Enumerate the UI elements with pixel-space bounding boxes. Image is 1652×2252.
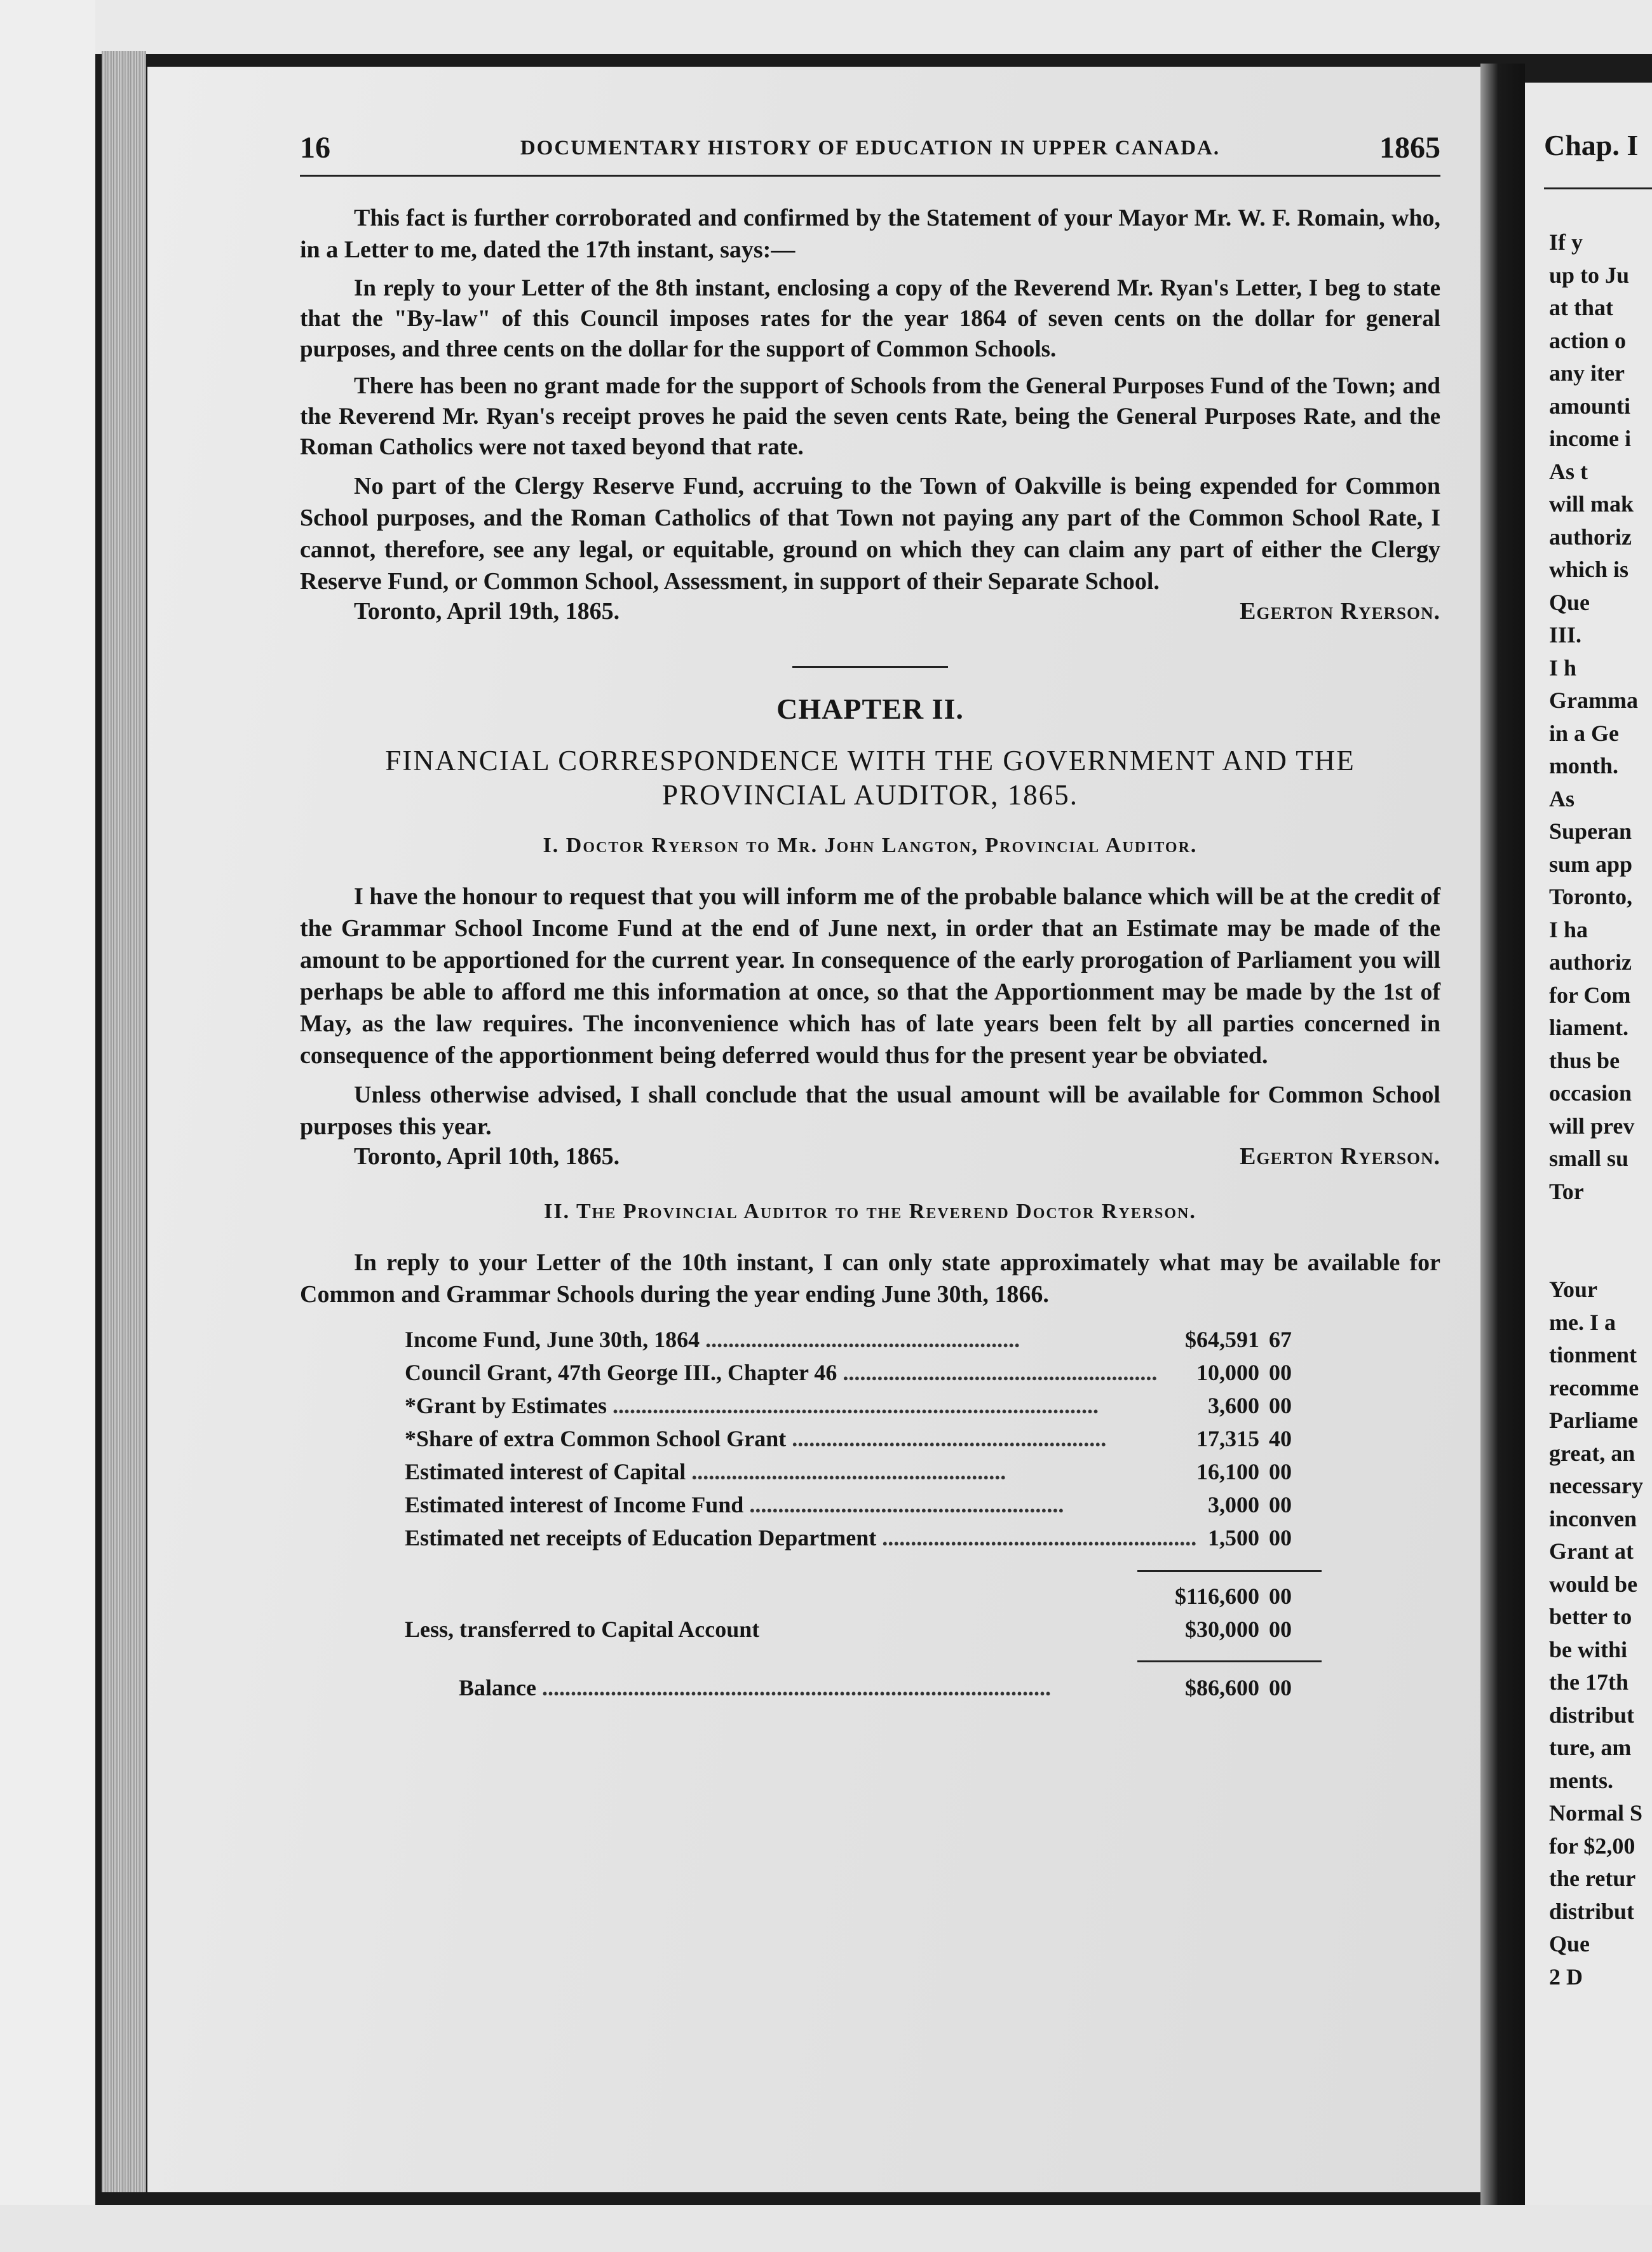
ledger-cents: 00 — [1269, 1459, 1292, 1484]
ledger-label: Estimated net receipts of Education Department — [405, 1525, 877, 1550]
section-1-paragraph-1: I have the honour to request that you will inform me of the probable balance which will be at the credit of the Grammar School Income Fund at the end of June next, in order that an Estimate may be made of the amount to be apportioned for the current year. In consequence of the early prorogation of Parliament you will perhaps be able to afford me this information at once, so that the Apportionment may be made by the 1st of May, as the law requires. The inconvenience which has of late years been felt by all parties concerned in consequence of the apportionment being deferred would thus for the present year be obviated. — [300, 883, 1440, 1069]
right-page-line: month. — [1549, 753, 1619, 778]
leader-dots: ....................................................... — [749, 1492, 1064, 1517]
balance-dollars: $86,600 — [1185, 1675, 1259, 1700]
right-page-line: liament. — [1549, 1015, 1628, 1040]
right-page-line: the 17th — [1549, 1669, 1628, 1695]
ledger-subtotal — [300, 1583, 1440, 1616]
right-page-line: will mak — [1549, 491, 1634, 517]
ledger-less — [300, 1616, 1440, 1649]
right-page-line: Tor — [1549, 1178, 1584, 1204]
right-page-line: me. I a — [1549, 1309, 1616, 1335]
ledger-row — [300, 1425, 1440, 1458]
ledger-dollars: 16,100 — [1196, 1459, 1259, 1484]
signature-place-date: Toronto, April 10th, 1865. — [354, 1143, 620, 1170]
leader-dots: ..................................................................................... — [613, 1393, 1099, 1418]
right-page-line: Parliame — [1549, 1408, 1638, 1433]
balance-cents: 00 — [1269, 1675, 1292, 1700]
right-page-line: Grant at — [1549, 1538, 1634, 1564]
ledger-cents: 00 — [1269, 1492, 1292, 1517]
signature-line-1 — [300, 597, 1440, 633]
right-page-line: I ha — [1549, 916, 1588, 942]
section-divider — [792, 666, 948, 668]
section-1-paragraph-2: Unless otherwise advised, I shall conclude that the usual amount will be available for Common School purposes this year. — [300, 1082, 1440, 1140]
ledger-row — [300, 1392, 1440, 1425]
right-head-rule — [1544, 187, 1652, 189]
ledger — [300, 1326, 1440, 1707]
ledger-label: Estimated interest of Income Fund — [405, 1492, 744, 1517]
ledger-row — [300, 1524, 1440, 1557]
right-page-line: better to — [1549, 1604, 1632, 1629]
page-edges — [102, 51, 146, 2192]
right-page-line: income i — [1549, 426, 1631, 451]
right-page-line: would be — [1549, 1571, 1638, 1597]
conclusion-paragraph: No part of the Clergy Reserve Fund, accruing to the Town of Oakville is being expended for Common School purposes, and the Roman Catholics of that Town not paying any part of the Common School Rate, I cannot, therefore, see any legal, or equitable, ground on which they can claim any part of either the Clergy Reserve Fund, or Common School, Assessment, in support of their Separate School. — [300, 473, 1440, 595]
ledger-row — [300, 1326, 1440, 1359]
ledger-balance — [300, 1674, 1440, 1707]
leader-dots: ....................................................... — [691, 1459, 1006, 1484]
balance-rule — [1137, 1660, 1322, 1662]
right-page-line: for Com — [1549, 982, 1631, 1008]
right-page-line: occasion — [1549, 1080, 1632, 1106]
rule-row — [300, 1649, 1440, 1674]
ledger-label: Council Grant, 47th George III., Chapter 46 — [405, 1360, 837, 1385]
right-page-line: sum app — [1549, 851, 1633, 877]
ledger-cents: 00 — [1269, 1393, 1292, 1418]
rule-row — [300, 1557, 1440, 1583]
right-page-line: amounti — [1549, 393, 1631, 419]
right-page-line: Que — [1549, 589, 1590, 615]
leader-dots: ....................................................... — [792, 1426, 1107, 1451]
section-1-heading: I. Doctor Ryerson to Mr. John Langton, Provincial Auditor. — [543, 834, 1198, 857]
less-label: Less, transferred to Capital Account — [405, 1617, 760, 1642]
right-page-line: inconven — [1549, 1505, 1637, 1531]
right-page-line: Superan — [1549, 818, 1632, 844]
ledger-row — [300, 1491, 1440, 1524]
ledger-row — [300, 1458, 1440, 1491]
right-page-line: up to Ju — [1549, 262, 1630, 288]
right-page-line: any iter — [1549, 360, 1625, 386]
signature-line-2 — [300, 1143, 1440, 1178]
ledger-dollars: 3,000 — [1208, 1492, 1259, 1517]
right-page-line: If y — [1549, 229, 1583, 255]
right-page-line: ments. — [1549, 1767, 1613, 1793]
right-page-line: great, an — [1549, 1440, 1635, 1466]
ledger-row — [300, 1359, 1440, 1392]
subtotal-dollars: $116,600 — [1174, 1584, 1259, 1609]
balance-label: Balance — [459, 1675, 536, 1700]
sum-rule — [1137, 1570, 1322, 1572]
right-page-line: As t — [1549, 458, 1588, 484]
right-page-line: As — [1549, 785, 1575, 811]
less-dollars: $30,000 — [1185, 1617, 1259, 1642]
right-running-head: Chap. I — [1544, 129, 1639, 161]
running-year: 1865 — [1379, 131, 1440, 165]
scan-margin-bottom — [0, 2205, 1652, 2252]
ledger-label: *Grant by Estimates — [405, 1393, 607, 1418]
right-page-line: be withi — [1549, 1636, 1628, 1662]
leader-dots: ....................................................... — [882, 1525, 1197, 1550]
ledger-dollars: 1,500 — [1208, 1525, 1259, 1550]
page-number: 16 — [300, 131, 330, 165]
right-page-line: tionment — [1549, 1342, 1637, 1367]
leader-dots: ....................................................... — [705, 1327, 1020, 1352]
left-page — [147, 67, 1480, 2192]
right-page-line: Gramma — [1549, 688, 1638, 713]
right-page-line: authoriz — [1549, 949, 1632, 975]
right-page-line: Normal S — [1549, 1800, 1642, 1826]
scan-margin-top — [0, 0, 1652, 54]
ledger-dollars: 10,000 — [1196, 1360, 1259, 1385]
ledger-cents: 00 — [1269, 1360, 1292, 1385]
subtotal-cents: 00 — [1269, 1584, 1292, 1609]
right-page-line: the retur — [1549, 1866, 1636, 1891]
book-gutter — [1480, 64, 1525, 2205]
ledger-dollars: 17,315 — [1196, 1426, 1259, 1451]
running-head — [300, 130, 1440, 177]
signature-name: Egerton Ryerson. — [1240, 1143, 1440, 1170]
right-page-line: in a Ge — [1549, 720, 1620, 746]
right-page-line: recomme — [1549, 1374, 1639, 1401]
ledger-cents: 67 — [1269, 1327, 1292, 1352]
ledger-dollars: $64,591 — [1185, 1327, 1259, 1352]
ledger-label: Estimated interest of Capital — [405, 1459, 686, 1484]
quote-paragraph-1: In reply to your Letter of the 8th instant, enclosing a copy of the Reverend Mr. Ryan's Letter, I beg to state that the "By-law" of this Council imposes rates for the year 1864 of seven cents on the dollar for general purposes, and three cents on the dollar for the support of Common Schools. — [300, 275, 1440, 362]
ledger-label: Income Fund, June 30th, 1864 — [405, 1327, 700, 1352]
signature-place-date: Toronto, April 19th, 1865. — [354, 598, 620, 625]
ledger-dollars: 3,600 — [1208, 1393, 1259, 1418]
right-page-line: distribut — [1549, 1898, 1635, 1924]
quote-paragraph-2: There has been no grant made for the support of Schools from the General Purposes Fund of the Town; and the Reverend Mr. Ryan's receipt proves he paid the seven cents Rate, being the General Purposes Rate, and the Roman Catholics were not taxed beyond that rate. — [300, 373, 1440, 460]
ledger-cents: 00 — [1269, 1525, 1292, 1550]
chapter-title: FINANCIAL CORRESPONDENCE WITH THE GOVERNMENT AND THE PROVINCIAL AUDITOR, 1865. — [385, 745, 1355, 811]
running-title: DOCUMENTARY HISTORY OF EDUCATION IN UPPER CANADA. — [520, 137, 1221, 159]
right-page-line: necessary — [1549, 1473, 1643, 1498]
leader-dots: ......................................................................................... — [542, 1675, 1051, 1700]
ledger-cents: 40 — [1269, 1426, 1292, 1451]
right-page-line: thus be — [1549, 1047, 1620, 1073]
right-page-line: 2 D — [1549, 1964, 1583, 1990]
page-content — [300, 130, 1440, 1707]
right-page-line: Your — [1549, 1277, 1598, 1302]
right-page-line: which is — [1549, 557, 1629, 582]
right-page-line: Que — [1549, 1931, 1590, 1957]
leader-dots: ....................................................... — [843, 1360, 1158, 1385]
section-2-paragraph: In reply to your Letter of the 10th instant, I can only state approximately what may be available for Common and Grammar Schools during the year ending June 30th, 1866. — [300, 1249, 1440, 1308]
right-page-line: ture, am — [1549, 1735, 1632, 1760]
less-cents: 00 — [1269, 1617, 1292, 1642]
scan-margin-left — [0, 0, 95, 2252]
intro-paragraph: This fact is further corroborated and confirmed by the Statement of your Mayor Mr. W. F. Romain, who, in a Letter to me, dated the 17th instant, says:— — [300, 205, 1440, 263]
ledger-label: *Share of extra Common School Grant — [405, 1426, 787, 1451]
right-page-line: distribut — [1549, 1702, 1635, 1728]
right-page-line: Toronto, — [1549, 884, 1633, 909]
section-2-heading: II. The Provincial Auditor to the Reverend Doctor Ryerson. — [544, 1200, 1196, 1223]
right-page-line: III. — [1549, 622, 1582, 648]
right-page-line: I h — [1549, 655, 1577, 681]
chapter-number: CHAPTER II. — [776, 693, 964, 725]
right-page-line: action o — [1549, 327, 1626, 353]
right-page-line: for $2,00 — [1549, 1833, 1635, 1859]
right-page-line: at that — [1549, 295, 1613, 320]
right-page-line: will prev — [1549, 1113, 1635, 1139]
signature-name: Egerton Ryerson. — [1240, 598, 1440, 625]
right-page-line: authoriz — [1549, 524, 1632, 550]
right-page-fragment — [1525, 83, 1652, 2205]
right-page-line: small su — [1549, 1146, 1629, 1171]
